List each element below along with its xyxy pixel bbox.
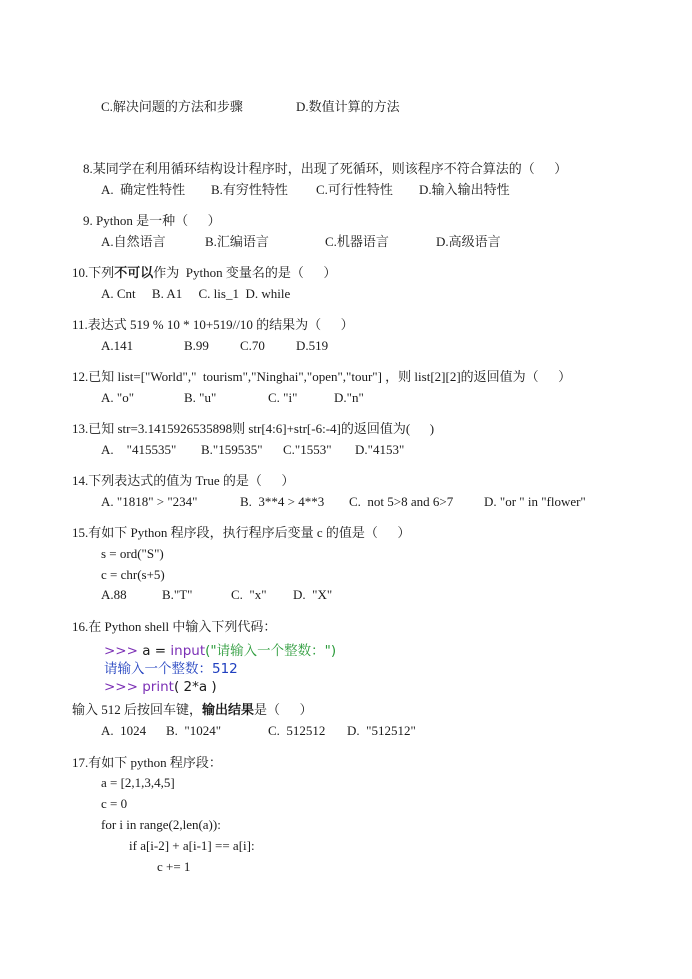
q13-option-c: C."1553" (283, 442, 332, 457)
q17-code-line3: for i in range(2,len(a)): (101, 817, 221, 832)
q10-stem (72, 265, 336, 281)
q8-option-c: C.可行性特性 (316, 182, 393, 197)
q16-input-string: ("请输入一个整数：") (205, 643, 337, 659)
q10-stem-pre: 10.下列 (72, 265, 115, 280)
q16-option-d: D. "512512" (347, 723, 416, 738)
q14-option-d: D. "or " in "flower" (484, 494, 586, 509)
q15-option-d: D. "X" (293, 587, 333, 602)
q10-stem-post: 作为 Python 变量名的是（ ） (153, 265, 337, 280)
q16-shell-line3 (104, 678, 217, 696)
q16-print-args: ( 2*a ) (173, 679, 217, 695)
q11-option-b: B.99 (184, 338, 209, 353)
q15-code-line1: s = ord("S") (101, 546, 164, 561)
q13-option-d: D."4153" (355, 442, 405, 457)
q11-stem: 11.表达式 519 % 10 * 10+519//10 的结果为（ ） (72, 317, 354, 332)
q11-option-d: D.519 (296, 338, 329, 353)
q9-option-b: B.汇编语言 (205, 234, 269, 249)
q9-stem: 9. Python 是一种（ ） (83, 213, 221, 228)
q13-option-a: A. "415535" (101, 442, 177, 457)
q14-option-a: A. "1818" > "234" (101, 494, 198, 509)
q17-code-line5: c += 1 (157, 859, 191, 874)
q10-options: A. Cnt B. A1 C. lis_1 D. while (101, 286, 291, 301)
q8-option-a: A. 确定性特性 (101, 182, 186, 197)
q9-option-c: C.机器语言 (325, 234, 389, 249)
q16-print-func: print (142, 679, 174, 695)
q16-option-b: B. "1024" (166, 723, 222, 738)
q16-line1-var: a = (137, 643, 171, 659)
q11-option-a: A.141 (101, 338, 134, 353)
q9-option-a: A.自然语言 (101, 234, 166, 249)
q16-shell-line1 (104, 642, 336, 660)
q17-code-line1: a = [2,1,3,4,5] (101, 775, 175, 790)
q16-option-c: C. 512512 (268, 723, 326, 738)
q8-stem: 8.某同学在利用循环结构设计程序时，出现了死循环，则该程序不符合算法的（ ） (83, 161, 568, 176)
shell-prompt: >>> (104, 643, 138, 659)
q7-option-c: C.解决问题的方法和步骤 (101, 99, 243, 114)
q8-option-d: D.输入输出特性 (419, 182, 510, 197)
q17-code-line4: if a[i-2] + a[i-1] == a[i]: (129, 838, 255, 853)
q17-code-line2: c = 0 (101, 796, 128, 811)
q15-option-c: C. "x" (231, 587, 267, 602)
q16-after-bold: 输出结果 (202, 702, 255, 717)
q13-stem: 13.已知 str=3.1415926535898则 str[4:6]+str[-6:-4]的返回值为( ) (72, 421, 435, 436)
q14-stem: 14.下列表达式的值为 True 的是（ ） (72, 473, 295, 488)
q17-stem: 17.有如下 python 程序段： (72, 755, 222, 770)
q12-option-a: A. "o" (101, 390, 135, 405)
q11-option-c: C.70 (240, 338, 265, 353)
q15-stem: 15.有如下 Python 程序段，执行程序后变量 c 的值是（ ） (72, 525, 411, 540)
q16-after-post: 是（ ） (254, 702, 313, 717)
q16-shell-line2: 请输入一个整数：512 (104, 661, 238, 677)
q12-option-d: D."n" (334, 390, 364, 405)
q9-option-d: D.高级语言 (436, 234, 501, 249)
q14-option-b: B. 3**4 > 4**3 (240, 494, 325, 509)
shell-prompt: >>> (104, 679, 138, 695)
q12-stem: 12.已知 list=["World"," tourism","Ninghai","open","tour"] ，则 list[2][2]的返回值为（ ） (72, 369, 572, 384)
q16-after-text (72, 702, 313, 718)
q8-option-b: B.有穷性特性 (211, 182, 288, 197)
q15-code-line2: c = chr(s+5) (101, 567, 165, 582)
q10-stem-bold: 不可以 (114, 265, 154, 280)
q7-option-d: D.数值计算的方法 (296, 99, 400, 114)
q15-option-b: B."T" (162, 587, 193, 602)
q13-option-b: B."159535" (201, 442, 263, 457)
q16-stem: 16.在 Python shell 中输入下列代码： (72, 619, 277, 634)
q12-option-b: B. "u" (184, 390, 217, 405)
q16-option-a: A. 1024 (101, 723, 147, 738)
q12-option-c: C. "i" (268, 390, 298, 405)
q14-option-c: C. not 5>8 and 6>7 (349, 494, 454, 509)
q16-after-pre: 输入 512 后按回车键， (72, 702, 203, 717)
q15-option-a: A.88 (101, 587, 127, 602)
q16-input-func: input (170, 643, 206, 659)
